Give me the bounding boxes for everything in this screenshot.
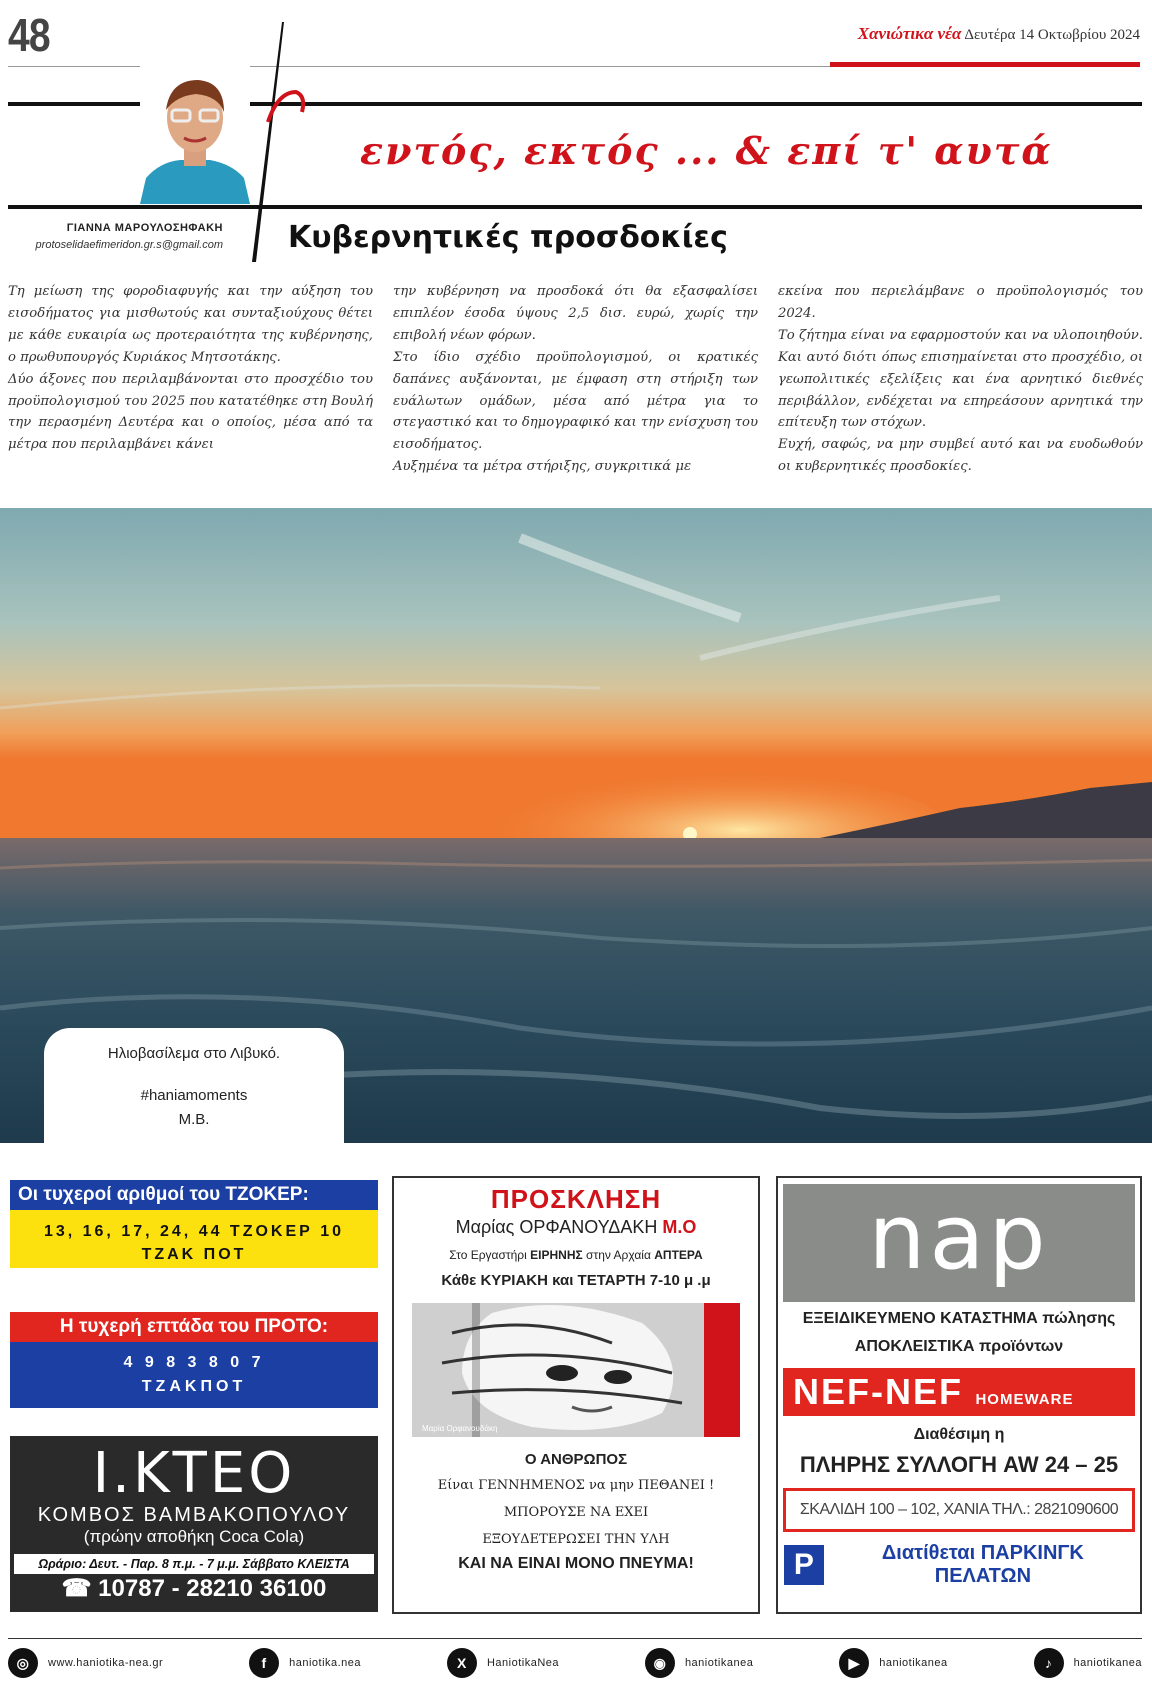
paragraph: εκείνα που περιελάμβανε ο προϋπολογισμός του 2024.: [778, 284, 1143, 321]
footer-label: HaniotikaNea: [486, 1657, 560, 1669]
kteo-logo: Ι.ΚΤΕΟ: [92, 1441, 296, 1506]
joker-title: Οι τυχεροί αριθμοί του ΤΖΟΚΕΡ:: [10, 1180, 378, 1210]
paragraph: Τη μείωση της φοροδιαφυγής και την αύξηση του εισοδήματος για μισθωτούς και συνταξιούχους θέτει με κάθε ευκαιρία ως προτεραιότητα της κυβέρνησης, ο πρωθυπουργός Κυριάκος Μητσοτάκης.: [8, 284, 373, 365]
nap-tagline-2: ΑΠΟΚΛΕΙΣΤΙΚΑ προϊόντων: [854, 1338, 1064, 1355]
joker-box: [10, 1180, 378, 1268]
parking-text: Διατίθεται ΠΑΡΚΙΝΓΚ ΠΕΛΑΤΩΝ: [881, 1542, 1084, 1587]
invitation-ad: [392, 1176, 760, 1614]
footer-label: www.haniotika-nea.gr: [48, 1657, 164, 1669]
footer-x[interactable]: [447, 1648, 559, 1678]
invite-quote-line: Είναι ΓΕΝΝΗΜΕΝΟΣ να μην ΠΕΘΑΝΕΙ !: [437, 1478, 715, 1493]
invite-name: [394, 1217, 758, 1238]
footer-label: haniotikanea: [879, 1657, 948, 1669]
nef-nef-homeware: HOMEWARE: [975, 1391, 1074, 1408]
top-red-rule: [830, 62, 1140, 67]
caption-text: Ηλιοβασίλεμα στο Λιβυκό.: [107, 1045, 281, 1062]
nef-nef-banner: [783, 1368, 1135, 1416]
joker-jackpot: ΤΖΑΚ ΠΟΤ: [141, 1246, 247, 1263]
proto-title: Η τυχερή επτάδα του ΠΡΟΤΟ:: [10, 1312, 378, 1342]
kteo-phone: [10, 1574, 378, 1604]
author-photo: [140, 66, 250, 204]
phone-icon: ☎: [61, 1575, 99, 1602]
paragraph: Το ζήτημα είναι να εφαρμοστούν και να υλοποιηθούν. Και αυτό διότι όπως επισημαίνεται στο προσχέδιο, οι γεωπολιτικές εξελίξεις και ένα αρνητικό διεθνές περιβάλλον, ενδέχεται να επηρεάσουν αρνητικά την επίτευξη των στόχων.: [778, 327, 1143, 431]
author-name: ΓΙΑΝΝΑ ΜΑΡΟΥΛΟΣΗΦΑΚΗ: [66, 222, 223, 234]
facebook-icon: f: [249, 1648, 279, 1678]
portrait-caption: Μαρία Ορφανουδάκη: [422, 1424, 498, 1433]
footer-youtube[interactable]: [839, 1648, 947, 1678]
invite-place: [394, 1248, 758, 1262]
invite-place-mid: στην Αρχαία: [586, 1248, 651, 1262]
article-headline: Κυβερνητικές προσδοκίες: [288, 220, 728, 255]
paragraph: Δύο άξονες που περιλαμβάνονται στο προσχέδιο του προϋπολογισμού του 2025 που κατατέθηκε στη Βουλή την περασμένη Δευτέρα και ο οποίος, μέσα από τα μέτρα που περιλαμβάνει κάνει: [8, 371, 373, 453]
invite-name-suffix: Μ.Ο: [662, 1217, 697, 1237]
kteo-hours: Ωράριο: Δευτ. - Παρ. 8 π.μ. - 7 μ.μ. Σάββατο ΚΛΕΙΣΤΑ: [14, 1554, 374, 1574]
caption-credit: Μ.Β.: [178, 1111, 210, 1128]
joker-numbers: 13, 16, 17, 24, 44 ΤΖΟΚΕΡ 10: [43, 1223, 345, 1240]
nap-logo: nap: [783, 1184, 1135, 1302]
invite-place-pre: Στο Εργαστήρι: [449, 1248, 527, 1262]
kteo-phone-number: 10787 - 28210 36100: [98, 1575, 327, 1602]
footer-facebook[interactable]: [249, 1648, 361, 1678]
paragraph: Αυξημένα τα μέτρα στήριξης, συγκριτικά με: [393, 459, 692, 475]
footer-website[interactable]: [8, 1648, 163, 1678]
kteo-location: ΚΟΜΒΟΣ ΒΑΜΒΑΚΟΠΟΥΛΟΥ: [37, 1504, 351, 1526]
invite-quote-final: ΚΑΙ ΝΑ ΕΙΝΑΙ ΜΟΝΟ ΠΝΕΥΜΑ!: [458, 1555, 694, 1572]
article-column-3: [778, 281, 1143, 478]
column-header-rule-bottom: [8, 205, 1142, 209]
masthead-brand: Χανιώτικα νέα: [857, 24, 962, 43]
author-email[interactable]: protoselidaefimeridon.gr.s@gmail.com: [35, 239, 223, 251]
youtube-icon: ▶: [839, 1648, 869, 1678]
paragraph: Ευχή, σαφώς, να μην συμβεί αυτό και να ευοδωθούν οι κυβερνητικές προσδοκίες.: [778, 437, 1143, 475]
footer-label: haniotikanea: [684, 1657, 754, 1669]
invite-quote-line: ΕΞΟΥΔΕΤΕΡΩΣΕΙ ΤΗΝ ΥΛΗ: [482, 1532, 670, 1547]
tiktok-icon: ♪: [1034, 1648, 1064, 1678]
masthead-date: Δευτέρα 14 Οκτωβρίου 2024: [964, 27, 1140, 43]
nef-nef-brand: NEF-NEF: [793, 1371, 963, 1412]
article-column-2: [393, 281, 758, 478]
invite-place-name: ΕΙΡΗΝΗΣ: [530, 1248, 583, 1262]
footer-social-bar: [8, 1648, 1142, 1678]
article-column-1: [8, 281, 373, 478]
instagram-icon: ◉: [645, 1648, 675, 1678]
kteo-ad: [10, 1436, 378, 1612]
caption-hashtag: #haniamoments: [140, 1087, 248, 1104]
invite-portrait: [412, 1303, 740, 1437]
invite-quote-title: Ο ΑΝΘΡΩΠΟΣ: [524, 1451, 628, 1468]
nap-store-ad: [776, 1176, 1142, 1614]
masthead: [858, 24, 1140, 44]
footer-label: haniotikanea: [1073, 1657, 1142, 1669]
invite-place-town: ΑΠΤΕΡΑ: [654, 1248, 703, 1262]
paragraph: Στο ίδιο σχέδιο προϋπολογισμού, οι κρατικές δαπάνες αυξάνονται, με έμφαση στη στήριξη των ευάλωτων ομάδων, μέσα από μέτρα για το στεγαστικό και το δημογραφικό και την ενίσχυση του εισοδήματος.: [393, 349, 758, 453]
kteo-former: (πρώην αποθήκη Coca Cola): [83, 1527, 305, 1546]
page-number: 48: [8, 9, 50, 61]
proto-numbers: 4 9 8 3 8 0 7: [123, 1354, 265, 1371]
footer-rule: [8, 1638, 1142, 1639]
globe-icon: ◎: [8, 1648, 38, 1678]
paragraph: την κυβέρνηση να προσδοκά ότι θα εξασφαλίσει επιπλέον έσοδα ύψους 2,5 δισ. ευρώ, χωρίς την επιβολή νέων φόρων.: [393, 284, 758, 343]
nap-collection: ΠΛΗΡΗΣ ΣΥΛΛΟΓΗ AW 24 – 25: [799, 1452, 1119, 1477]
footer-label: haniotika.nea: [289, 1657, 362, 1669]
photo-caption: [44, 1028, 344, 1146]
footer-tiktok[interactable]: [1034, 1648, 1142, 1678]
invite-name-text: Μαρίας ΟΡΦΑΝΟΥΔΑΚΗ: [455, 1217, 658, 1237]
nap-address: ΣΚΑΛΙΔΗ 100 – 102, ΧΑΝΙΑ ΤΗΛ.: 2821090600: [783, 1488, 1135, 1532]
invite-title: ΠΡΟΣΚΛΗΣΗ: [490, 1184, 662, 1214]
parking-icon: P: [784, 1545, 824, 1585]
column-header: εντός, εκτός ... & επί τ' αυτά: [360, 128, 1053, 173]
nap-available: Διαθέσιμη η: [913, 1426, 1005, 1443]
proto-jackpot: ΤΖΑΚΠΟΤ: [141, 1378, 247, 1395]
invite-quote-line: ΜΠΟΡΟΥΣΕ ΝΑ ΕΧΕΙ: [503, 1505, 649, 1520]
nap-tagline-1: ΕΞΕΙΔΙΚΕΥΜΕΝΟ ΚΑΤΑΣΤΗΜΑ πώλησης: [802, 1310, 1116, 1327]
invite-schedule: Κάθε ΚΥΡΙΑΚΗ και ΤΕΤΑΡΤΗ 7-10 μ .μ: [441, 1272, 711, 1289]
x-icon: X: [447, 1648, 477, 1678]
nap-parking: [784, 1542, 1134, 1588]
proto-box: [10, 1312, 378, 1408]
footer-instagram[interactable]: [645, 1648, 753, 1678]
article-body: [8, 281, 1144, 478]
